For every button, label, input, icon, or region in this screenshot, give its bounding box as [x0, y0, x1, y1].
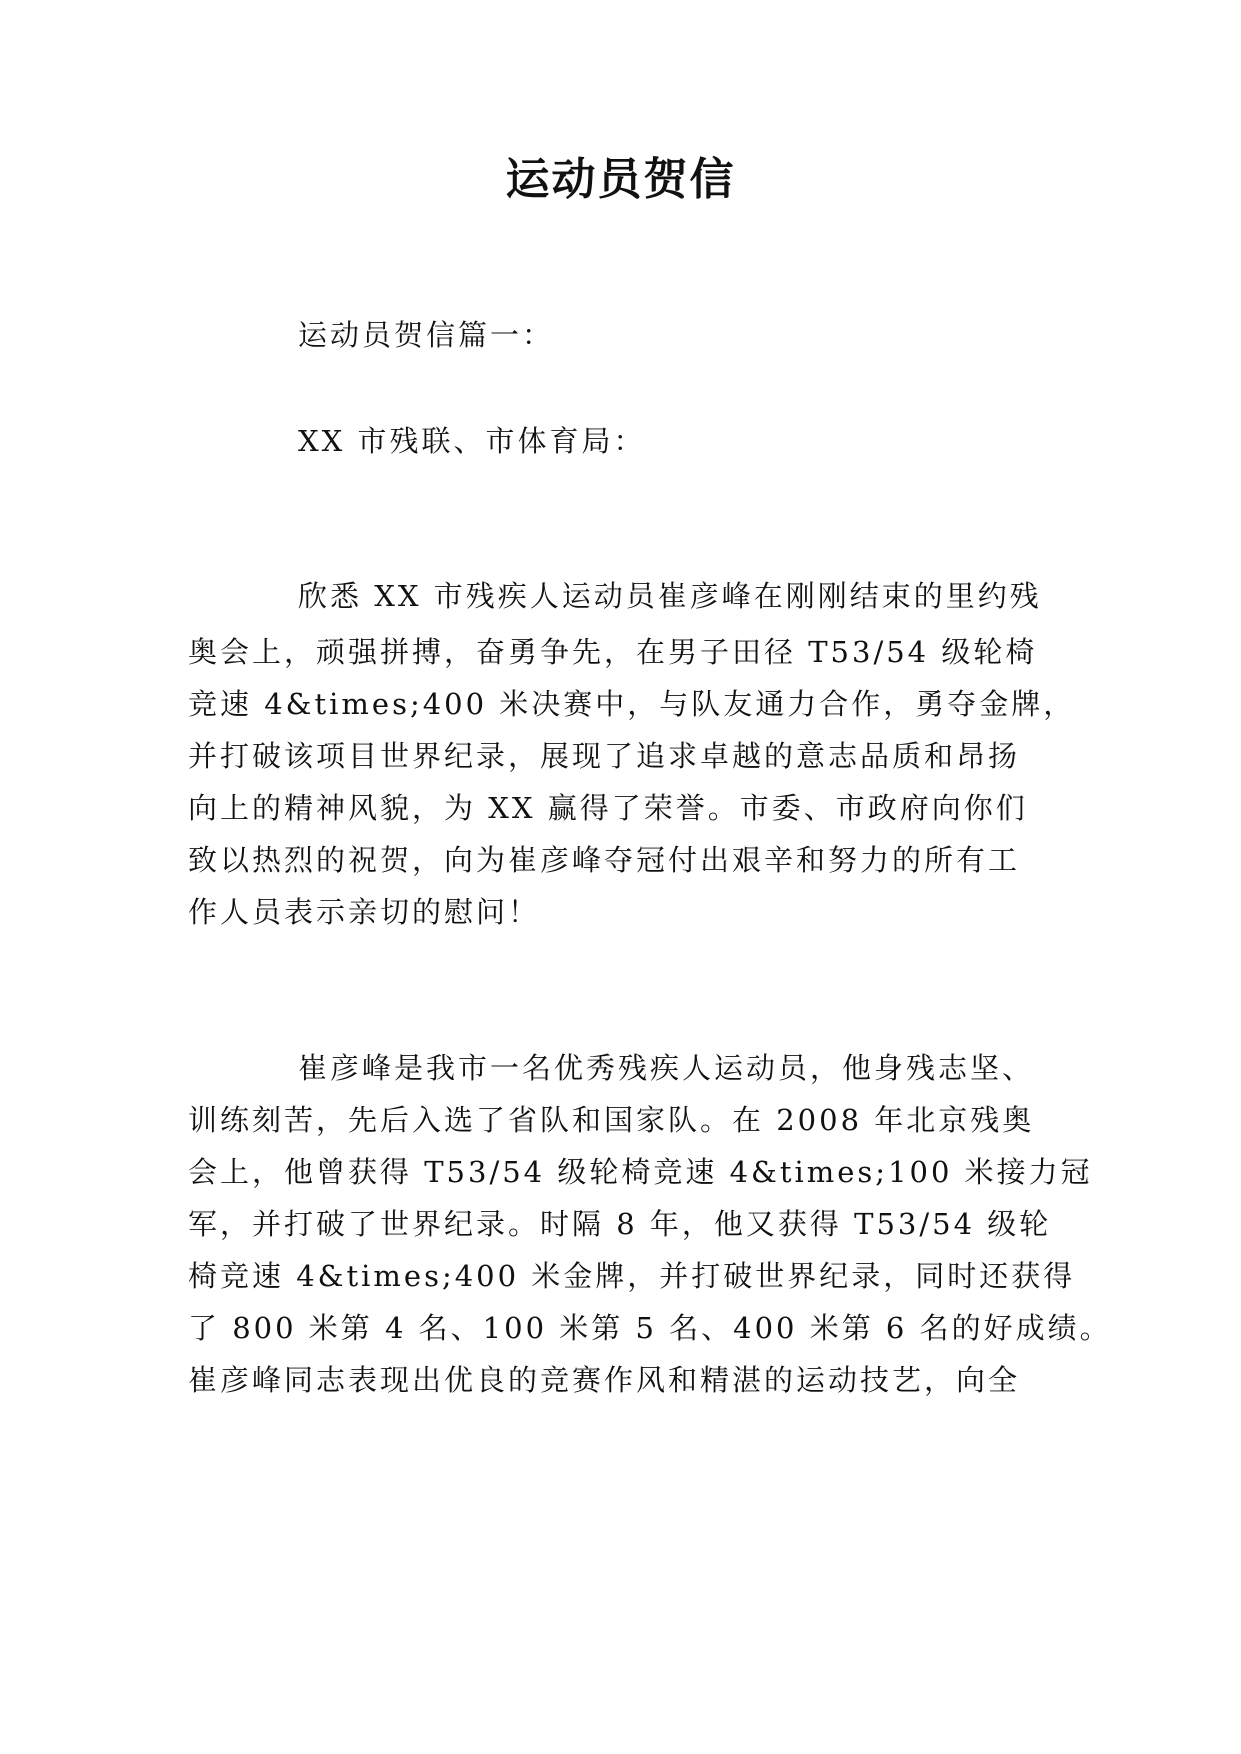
paragraph-line: 训练刻苦，先后入选了省队和国家队。在 2008 年北京残奥 [188, 1103, 1035, 1137]
paragraph-line: 崔彦峰是我市一名优秀残疾人运动员，他身残志坚、 [298, 1051, 1035, 1085]
paragraph-line: 了 800 米第 4 名、100 米第 5 名、400 米第 6 名的好成绩。 [188, 1311, 1112, 1345]
paragraph-line: 欣悉 XX 市残疾人运动员崔彦峰在刚刚结束的里约残 [298, 579, 1042, 613]
paragraph-line: 崔彦峰同志表现出优良的竞赛作风和精湛的运动技艺，向全 [188, 1363, 1021, 1397]
paragraph-line: 军，并打破了世界纪录。时隔 8 年，他又获得 T53/54 级轮 [188, 1207, 1052, 1241]
paragraph-line: 致以热烈的祝贺，向为崔彦峰夺冠付出艰辛和努力的所有工 [188, 843, 1021, 877]
paragraph-line: 竞速 4&times;400 米决赛中，与队友通力合作，勇夺金牌， [188, 687, 1076, 721]
paragraph-line: 并打破该项目世界纪录，展现了追求卓越的意志品质和昂扬 [188, 739, 1021, 773]
paragraph-line: 会上，他曾获得 T53/54 级轮椅竞速 4&times;100 米接力冠 [188, 1155, 1093, 1189]
document-title: 运动员贺信 [505, 154, 736, 205]
section-heading: 运动员贺信篇一： [298, 318, 555, 352]
paragraph-line: 奥会上，顽强拼搏，奋勇争先，在男子田径 T53/54 级轮椅 [188, 635, 1038, 669]
paragraph-line: 椅竞速 4&times;400 米金牌，并打破世界纪录，同时还获得 [188, 1259, 1076, 1293]
paragraph-line: 作人员表示亲切的慰问！ [188, 895, 541, 929]
paragraph-line: 向上的精神风貌，为 XX 赢得了荣誉。市委、市政府向你们 [188, 791, 1028, 825]
salutation: XX 市残联、市体育局： [298, 424, 646, 458]
